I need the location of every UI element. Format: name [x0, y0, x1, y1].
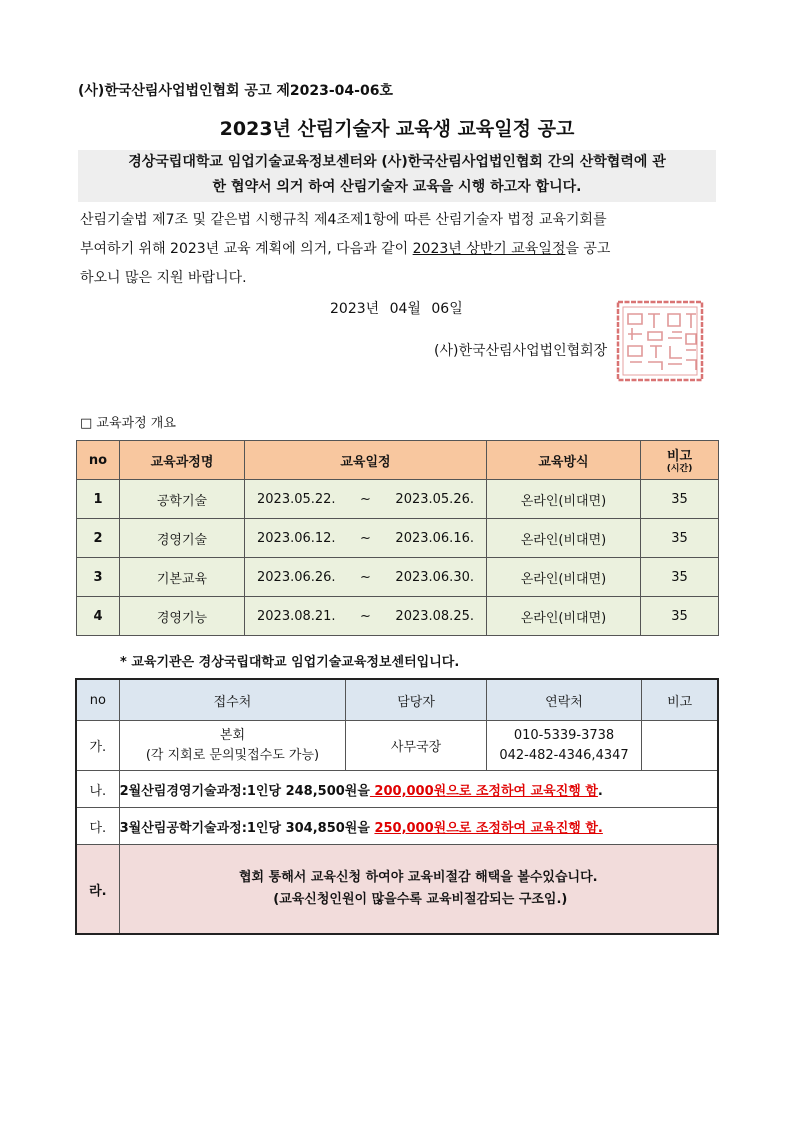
row-method: 온라인(비대면): [487, 558, 641, 597]
row-end: 2023.05.26.: [395, 491, 474, 507]
row-end: 2023.06.16.: [395, 530, 474, 546]
row-start: 2023.08.21.: [257, 608, 336, 624]
person-cell: 사무국장: [346, 721, 486, 771]
note-highlight: 250,000원으로 조정하여 교육진행 함.: [374, 820, 603, 836]
body-paragraph: [80, 206, 720, 293]
row-label: 가.: [76, 721, 119, 771]
underlined-schedule-text: 2023년 상반기 교육일정: [412, 241, 566, 257]
row-label: 나.: [76, 771, 119, 808]
contact-table: [75, 678, 719, 935]
contact-header-remark: 비고: [642, 679, 718, 721]
note-line-2: (교육신청인원이 많을수록 교육비절감되는 구조임.): [273, 892, 568, 907]
row-course: 기본교육: [120, 558, 245, 597]
contact-row-ga: [76, 721, 718, 771]
row-no: 1: [77, 480, 120, 519]
note-tail: .: [597, 783, 603, 799]
page-title: 2023년 산림기술자 교육생 교육일정 공고: [219, 118, 575, 140]
row-period: [245, 480, 487, 519]
row-hours: 35: [641, 597, 719, 636]
note-line-1: 협회 통해서 교육신청 하여야 교육비절감 해택을 볼수있습니다.: [239, 870, 598, 885]
banner-line-1: 경상국립대학교 임업기술교육정보센터와 (사)한국산림사업법인협회 간의 산학협력에 관: [128, 154, 666, 170]
contact-header-phone: 연락처: [486, 679, 641, 721]
phone-1: 010-5339-3738: [513, 727, 615, 743]
remark-cell: [642, 721, 718, 771]
row-label: 라.: [76, 845, 119, 935]
note-cell: [119, 771, 718, 808]
row-method: 온라인(비대면): [487, 480, 641, 519]
row-method: 온라인(비대면): [487, 597, 641, 636]
header-method: 교육방식: [487, 441, 641, 480]
row-course: 경영기술: [120, 519, 245, 558]
note-text: 3월산림공학기술과정:1인당 304,850원을: [119, 820, 375, 836]
contact-header-no: no: [76, 679, 119, 721]
contact-header-office: 접수처: [119, 679, 346, 721]
row-start: 2023.06.26.: [257, 569, 336, 585]
row-label: 다.: [76, 808, 119, 845]
banner-line-2: 한 협약서 의거 하여 산림기술자 교육을 시행 하고자 합니다.: [212, 179, 582, 195]
row-no: 3: [77, 558, 120, 597]
row-period: [245, 558, 487, 597]
contact-header-row: [76, 679, 718, 721]
note-text: 2월산림경영기술과정:1인당 248,500원을: [119, 783, 370, 799]
body-line-2-a: 부여하기 위해 2023년 교육 계획에 의거, 다음과 같이: [80, 241, 413, 257]
row-end: 2023.06.30.: [395, 569, 474, 585]
header-remark-label: 비고: [666, 449, 693, 464]
table-row: [77, 597, 719, 636]
row-hours: 35: [641, 519, 719, 558]
contact-row-da: [76, 808, 718, 845]
header-remark-unit: (시간): [666, 464, 693, 474]
phone-cell: [486, 721, 641, 771]
office-cell: [119, 721, 346, 771]
section-label: □ 교육과정 개요: [80, 416, 176, 431]
row-no: 2: [77, 519, 120, 558]
body-line-1: 산림기술법 제7조 및 같은법 시행규칙 제4조제1항에 따른 산림기술자 법정 교육기회를: [80, 212, 607, 228]
row-period: [245, 597, 487, 636]
table-row: [77, 480, 719, 519]
body-line-2: [80, 235, 720, 264]
office-line-2: (각 지회로 문의및접수도 가능): [145, 747, 320, 763]
official-seal-icon: [614, 298, 706, 384]
row-hours: 35: [641, 480, 719, 519]
contact-row-ra: [76, 845, 718, 935]
body-line-3: 하오니 많은 지원 바랍니다.: [80, 270, 247, 286]
row-tilde: ~: [360, 491, 371, 507]
schedule-header-row: [77, 441, 719, 480]
intro-banner: [78, 150, 716, 202]
row-period: [245, 519, 487, 558]
row-start: 2023.05.22.: [257, 491, 336, 507]
notice-number: (사)한국산림사업법인협회 공고 제2023-04-06호: [78, 83, 393, 99]
table-row: [77, 519, 719, 558]
row-end: 2023.08.25.: [395, 608, 474, 624]
note-cell: [119, 808, 718, 845]
contact-header-person: 담당자: [346, 679, 486, 721]
row-tilde: ~: [360, 530, 371, 546]
note-highlight: 200,000원으로 조정하여 교육진행 함: [369, 783, 598, 799]
notice-date: 2023년 04월 06일: [330, 301, 463, 317]
row-tilde: ~: [360, 569, 371, 585]
table-row: [77, 558, 719, 597]
note-cell: [119, 845, 718, 935]
row-tilde: ~: [360, 608, 371, 624]
row-no: 4: [77, 597, 120, 636]
office-line-1: 본회: [219, 727, 246, 743]
row-course: 공학기술: [120, 480, 245, 519]
phone-2: 042-482-4346,4347: [499, 747, 629, 763]
contact-row-na: [76, 771, 718, 808]
footnote: * 교육기관은 경상국립대학교 임업기술교육정보센터입니다.: [120, 655, 460, 670]
body-line-2-b: 을 공고: [565, 241, 611, 257]
row-method: 온라인(비대면): [487, 519, 641, 558]
header-period: 교육일정: [245, 441, 487, 480]
header-course: 교육과정명: [120, 441, 245, 480]
row-hours: 35: [641, 558, 719, 597]
row-start: 2023.06.12.: [257, 530, 336, 546]
issuer-name: (사)한국산림사업법인협회장: [434, 343, 608, 359]
row-course: 경영기능: [120, 597, 245, 636]
schedule-table: [76, 440, 719, 636]
header-remark: [641, 441, 719, 480]
header-no: no: [77, 441, 120, 480]
